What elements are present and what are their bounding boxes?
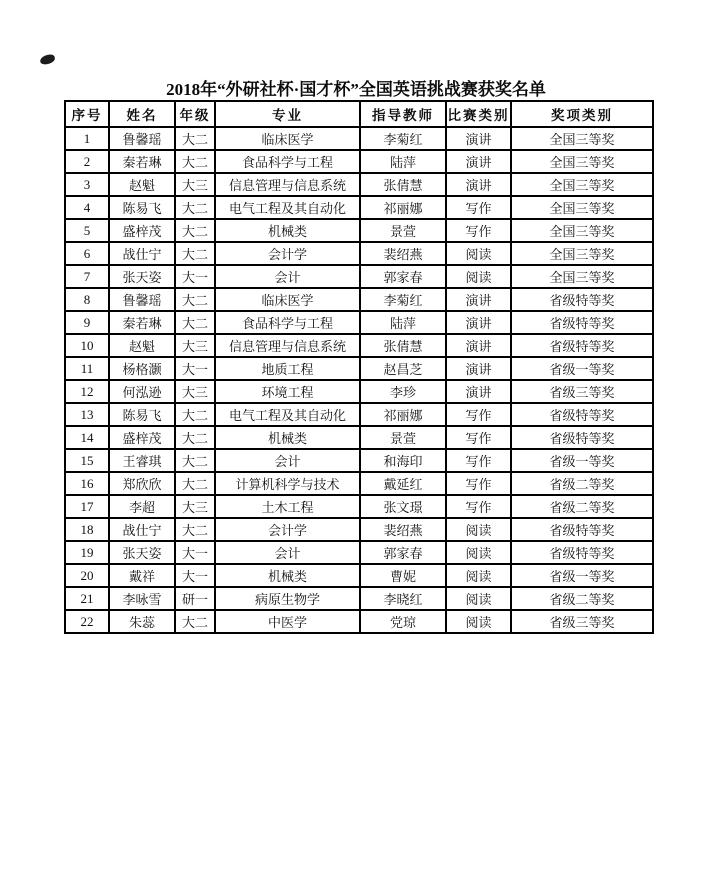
table-body (65, 127, 653, 633)
table-row (65, 219, 653, 242)
cell-major: 临床医学 (215, 288, 360, 311)
cell-grade: 大二 (175, 449, 215, 472)
cell-award: 省级特等奖 (511, 426, 653, 449)
cell-index: 11 (65, 357, 109, 380)
cell-advisor: 郭家春 (360, 541, 446, 564)
cell-contest: 阅读 (446, 541, 511, 564)
cell-grade: 研一 (175, 587, 215, 610)
cell-advisor: 陆萍 (360, 311, 446, 334)
cell-award: 省级一等奖 (511, 564, 653, 587)
cell-grade: 大二 (175, 403, 215, 426)
table-row (65, 518, 653, 541)
cell-name: 赵魁 (109, 173, 175, 196)
cell-major: 电气工程及其自动化 (215, 403, 360, 426)
cell-grade: 大三 (175, 380, 215, 403)
cell-grade: 大二 (175, 219, 215, 242)
cell-major: 地质工程 (215, 357, 360, 380)
table-row (65, 150, 653, 173)
cell-award: 省级特等奖 (511, 288, 653, 311)
cell-award: 全国三等奖 (511, 265, 653, 288)
page-title: 2018年“外研社杯·国才杯”全国英语挑战赛获奖名单 (166, 80, 546, 99)
cell-grade: 大一 (175, 541, 215, 564)
table-row (65, 541, 653, 564)
cell-name: 李超 (109, 495, 175, 518)
cell-grade: 大一 (175, 564, 215, 587)
cell-major: 会计 (215, 541, 360, 564)
cell-advisor: 祁丽娜 (360, 196, 446, 219)
awards-table (64, 100, 654, 634)
cell-contest: 阅读 (446, 587, 511, 610)
cell-name: 秦若琳 (109, 311, 175, 334)
table-row (65, 173, 653, 196)
table-row (65, 288, 653, 311)
cell-index: 6 (65, 242, 109, 265)
cell-grade: 大三 (175, 173, 215, 196)
cell-index: 5 (65, 219, 109, 242)
cell-award: 省级一等奖 (511, 449, 653, 472)
cell-contest: 阅读 (446, 265, 511, 288)
cell-name: 朱蕊 (109, 610, 175, 633)
table-row (65, 472, 653, 495)
cell-index: 3 (65, 173, 109, 196)
cell-advisor: 张文璟 (360, 495, 446, 518)
cell-advisor: 郭家春 (360, 265, 446, 288)
cell-grade: 大二 (175, 150, 215, 173)
cell-grade: 大二 (175, 242, 215, 265)
cell-advisor: 李珍 (360, 380, 446, 403)
cell-major: 中医学 (215, 610, 360, 633)
cell-name: 李咏雪 (109, 587, 175, 610)
header-cell-contest: 比赛类别 (446, 101, 511, 127)
cell-contest: 演讲 (446, 150, 511, 173)
header-cell-name: 姓名 (109, 101, 175, 127)
cell-index: 19 (65, 541, 109, 564)
cell-major: 病原生物学 (215, 587, 360, 610)
cell-advisor: 李菊红 (360, 288, 446, 311)
cell-major: 会计 (215, 449, 360, 472)
cell-index: 10 (65, 334, 109, 357)
cell-contest: 写作 (446, 219, 511, 242)
header-cell-grade: 年级 (175, 101, 215, 127)
cell-index: 2 (65, 150, 109, 173)
cell-major: 环境工程 (215, 380, 360, 403)
cell-name: 陈易飞 (109, 196, 175, 219)
cell-award: 全国三等奖 (511, 127, 653, 150)
cell-contest: 阅读 (446, 518, 511, 541)
cell-grade: 大三 (175, 495, 215, 518)
cell-contest: 演讲 (446, 334, 511, 357)
cell-advisor: 景萱 (360, 219, 446, 242)
cell-grade: 大二 (175, 472, 215, 495)
cell-major: 会计学 (215, 518, 360, 541)
cell-index: 8 (65, 288, 109, 311)
table-row (65, 334, 653, 357)
cell-advisor: 张倩慧 (360, 173, 446, 196)
table-row (65, 127, 653, 150)
header-cell-major: 专业 (215, 101, 360, 127)
cell-award: 省级二等奖 (511, 495, 653, 518)
cell-advisor: 赵昌芝 (360, 357, 446, 380)
cell-name: 赵魁 (109, 334, 175, 357)
cell-major: 电气工程及其自动化 (215, 196, 360, 219)
cell-award: 全国三等奖 (511, 242, 653, 265)
cell-major: 计算机科学与技术 (215, 472, 360, 495)
cell-index: 17 (65, 495, 109, 518)
cell-index: 14 (65, 426, 109, 449)
cell-index: 4 (65, 196, 109, 219)
cell-major: 会计 (215, 265, 360, 288)
cell-advisor: 戴延红 (360, 472, 446, 495)
cell-advisor: 和海印 (360, 449, 446, 472)
cell-award: 全国三等奖 (511, 173, 653, 196)
cell-advisor: 裴绍燕 (360, 518, 446, 541)
cell-index: 9 (65, 311, 109, 334)
cell-index: 18 (65, 518, 109, 541)
cell-name: 杨格灏 (109, 357, 175, 380)
cell-contest: 演讲 (446, 311, 511, 334)
table-row (65, 587, 653, 610)
table-row (65, 265, 653, 288)
cell-contest: 演讲 (446, 380, 511, 403)
cell-contest: 写作 (446, 403, 511, 426)
table-row (65, 564, 653, 587)
cell-contest: 写作 (446, 495, 511, 518)
cell-name: 何泓逊 (109, 380, 175, 403)
cell-grade: 大二 (175, 426, 215, 449)
cell-contest: 演讲 (446, 357, 511, 380)
cell-grade: 大一 (175, 357, 215, 380)
cell-index: 21 (65, 587, 109, 610)
cell-index: 13 (65, 403, 109, 426)
cell-name: 盛梓茂 (109, 219, 175, 242)
cell-grade: 大三 (175, 334, 215, 357)
table-row (65, 357, 653, 380)
cell-award: 全国三等奖 (511, 196, 653, 219)
header-cell-advisor: 指导教师 (360, 101, 446, 127)
cell-contest: 演讲 (446, 288, 511, 311)
cell-name: 张天姿 (109, 265, 175, 288)
cell-grade: 大二 (175, 196, 215, 219)
cell-name: 战仕宁 (109, 518, 175, 541)
cell-major: 食品科学与工程 (215, 150, 360, 173)
scan-artifact (39, 54, 56, 66)
cell-grade: 大二 (175, 127, 215, 150)
cell-index: 7 (65, 265, 109, 288)
cell-contest: 写作 (446, 426, 511, 449)
cell-name: 王睿琪 (109, 449, 175, 472)
cell-advisor: 曹妮 (360, 564, 446, 587)
cell-award: 省级特等奖 (511, 541, 653, 564)
cell-award: 省级三等奖 (511, 610, 653, 633)
cell-index: 16 (65, 472, 109, 495)
cell-index: 1 (65, 127, 109, 150)
cell-advisor: 裴绍燕 (360, 242, 446, 265)
cell-name: 陈易飞 (109, 403, 175, 426)
table-row (65, 610, 653, 633)
cell-major: 食品科学与工程 (215, 311, 360, 334)
cell-grade: 大二 (175, 288, 215, 311)
cell-major: 临床医学 (215, 127, 360, 150)
cell-major: 机械类 (215, 219, 360, 242)
cell-award: 全国三等奖 (511, 150, 653, 173)
cell-major: 信息管理与信息系统 (215, 334, 360, 357)
cell-index: 22 (65, 610, 109, 633)
cell-major: 机械类 (215, 426, 360, 449)
cell-contest: 写作 (446, 196, 511, 219)
cell-contest: 阅读 (446, 242, 511, 265)
table-row (65, 403, 653, 426)
cell-advisor: 张倩慧 (360, 334, 446, 357)
cell-name: 鲁馨瑶 (109, 127, 175, 150)
table-row (65, 311, 653, 334)
cell-contest: 演讲 (446, 127, 511, 150)
cell-award: 省级二等奖 (511, 587, 653, 610)
cell-contest: 阅读 (446, 610, 511, 633)
cell-advisor: 李菊红 (360, 127, 446, 150)
cell-award: 省级二等奖 (511, 472, 653, 495)
cell-grade: 大二 (175, 610, 215, 633)
cell-name: 戴祥 (109, 564, 175, 587)
cell-major: 机械类 (215, 564, 360, 587)
cell-name: 秦若琳 (109, 150, 175, 173)
cell-award: 省级特等奖 (511, 403, 653, 426)
cell-contest: 阅读 (446, 564, 511, 587)
cell-contest: 写作 (446, 472, 511, 495)
cell-grade: 大一 (175, 265, 215, 288)
header-cell-index: 序号 (65, 101, 109, 127)
cell-index: 20 (65, 564, 109, 587)
cell-major: 会计学 (215, 242, 360, 265)
cell-advisor: 景萱 (360, 426, 446, 449)
cell-name: 张天姿 (109, 541, 175, 564)
cell-award: 省级特等奖 (511, 311, 653, 334)
header-cell-award: 奖项类别 (511, 101, 653, 127)
cell-major: 土木工程 (215, 495, 360, 518)
table-row (65, 196, 653, 219)
cell-contest: 写作 (446, 449, 511, 472)
cell-name: 郑欣欣 (109, 472, 175, 495)
cell-advisor: 祁丽娜 (360, 403, 446, 426)
cell-advisor: 陆萍 (360, 150, 446, 173)
cell-grade: 大二 (175, 311, 215, 334)
table-row (65, 380, 653, 403)
table-row (65, 242, 653, 265)
cell-award: 省级三等奖 (511, 380, 653, 403)
table-row (65, 449, 653, 472)
table-row (65, 495, 653, 518)
cell-index: 12 (65, 380, 109, 403)
cell-index: 15 (65, 449, 109, 472)
cell-contest: 演讲 (446, 173, 511, 196)
cell-major: 信息管理与信息系统 (215, 173, 360, 196)
cell-grade: 大二 (175, 518, 215, 541)
cell-advisor: 党琼 (360, 610, 446, 633)
cell-name: 鲁馨瑶 (109, 288, 175, 311)
cell-award: 省级特等奖 (511, 334, 653, 357)
table-header-row (65, 101, 653, 127)
cell-award: 省级特等奖 (511, 518, 653, 541)
cell-advisor: 李晓红 (360, 587, 446, 610)
table-row (65, 426, 653, 449)
cell-award: 全国三等奖 (511, 219, 653, 242)
cell-award: 省级一等奖 (511, 357, 653, 380)
cell-name: 战仕宁 (109, 242, 175, 265)
cell-name: 盛梓茂 (109, 426, 175, 449)
